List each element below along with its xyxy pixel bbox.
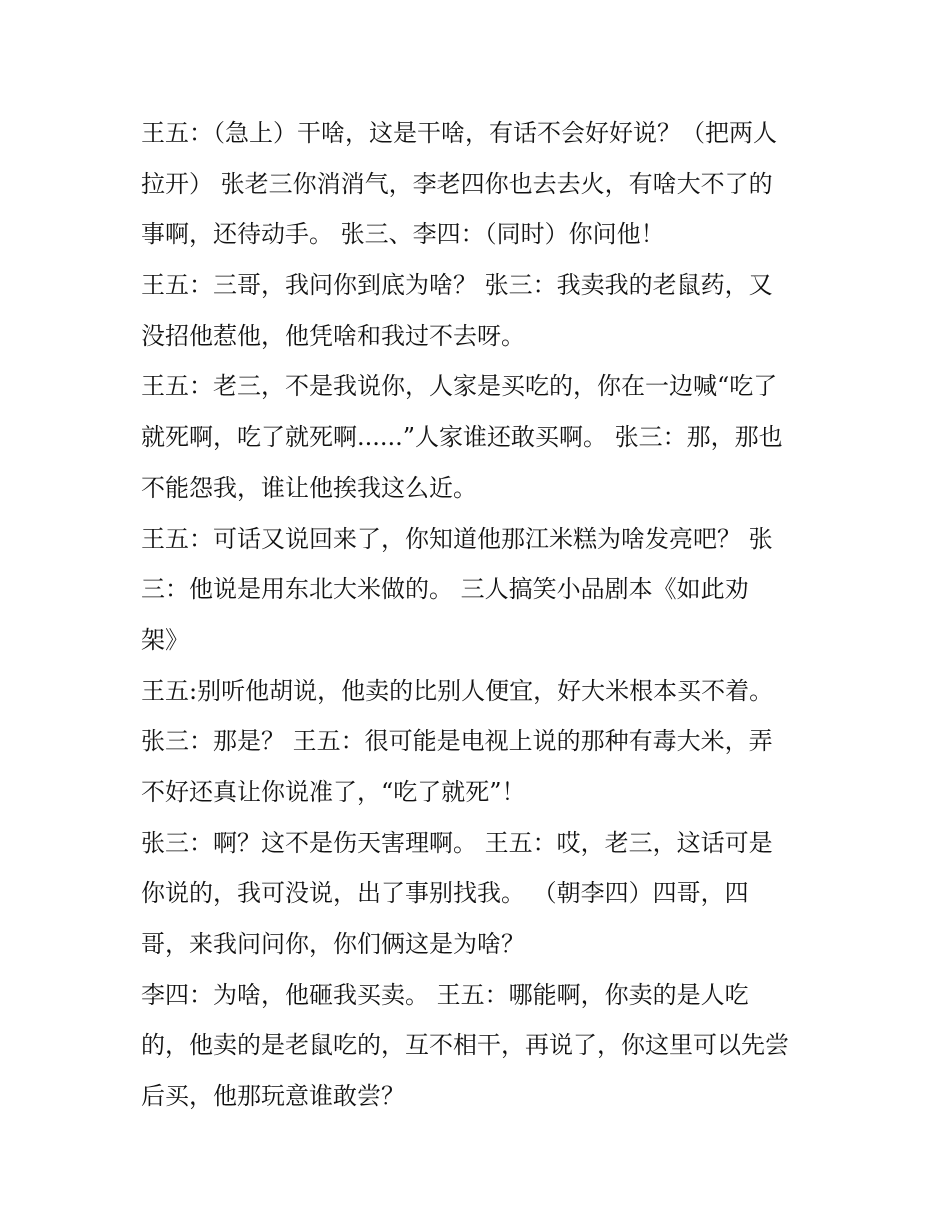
text-line: 架》 — [141, 625, 189, 654]
text-line: 王五：（急上）干啥，这是干啥，有话不会好好说？（把两人 — [141, 119, 777, 147]
text-line: 不能怨我，谁让他挨我这么近。 — [141, 473, 477, 502]
text-line: 拉开） 张老三你消消气，李老四你也去去火，有啥大不了的 — [141, 169, 773, 198]
text-line: 的，他卖的是老鼠吃的，互不相干，再说了，你这里可以先尝 — [141, 1031, 789, 1060]
script-page — [141, 108, 821, 1122]
text-line: 后买，他那玩意谁敢尝？ — [141, 1082, 405, 1111]
text-line: 张三：那是？ 王五：很可能是电视上说的那种有毒大米，弄 — [141, 727, 773, 756]
text-line: 哥，来我问问你，你们俩这是为啥？ — [141, 930, 525, 958]
text-line: 李四：为啥，他砸我买卖。 王五：哪能啊，你卖的是人吃 — [141, 980, 749, 1009]
text-line: 事啊，还待动手。 张三、李四：（同时）你问他！ — [141, 220, 665, 249]
text-line: 不好还真让你说准了，“吃了就死”！ — [141, 777, 526, 806]
text-line: 张三：啊？这不是伤天害理啊。 王五：哎，老三，这话可是 — [141, 828, 773, 857]
text-line: 就死啊，吃了就死啊......”人家谁还敢买啊。 张三：那，那也 — [141, 423, 783, 452]
text-line: 你说的，我可没说，出了事别找我。 （朝李四）四哥，四 — [141, 879, 749, 908]
text-line: 王五：老三，不是我说你，人家是买吃的，你在一边喊“吃了 — [141, 372, 778, 401]
text-line: 王五:别听他胡说，他卖的比别人便宜，好大米根本买不着。 — [141, 676, 774, 705]
text-line: 没招他惹他，他凭啥和我过不去呀。 — [141, 321, 525, 350]
text-line: 王五：三哥，我问你到底为啥？ 张三：我卖我的老鼠药，又 — [141, 271, 773, 300]
text-line: 三：他说是用东北大米做的。 三人搞笑小品剧本《如此劝 — [141, 575, 749, 604]
text-line: 王五：可话又说回来了，你知道他那江米糕为啥发亮吧？ 张 — [141, 524, 773, 553]
